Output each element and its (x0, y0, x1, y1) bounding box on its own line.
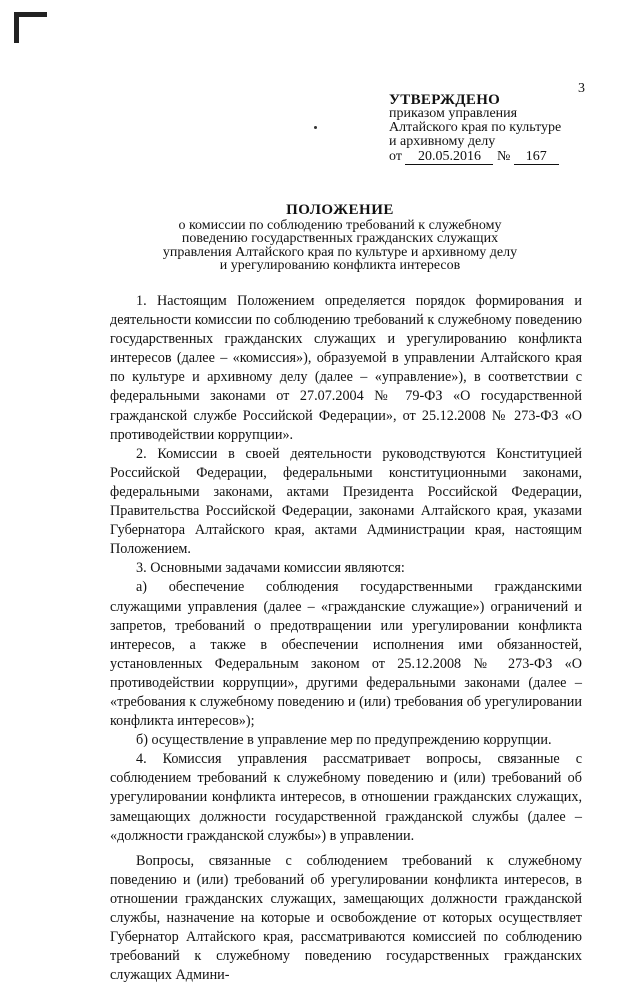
paragraph-3b: б) осуществление в управление мер по предупреждению коррупции. (136, 732, 552, 749)
approval-line-3: и архивному делу (389, 134, 496, 149)
paragraph-4: 4. Комиссия управления рассматривает вопросы, связанные с соблюдением требований к служебному поведению и (или) требований об урегулировании конфликта интересов, в отношении гражданских служащих, замещающих должности государственной гражданской службы (далее – «должности гражданской службы») в управлении. (110, 751, 582, 844)
order-date: 20.05.2016 (405, 150, 493, 165)
title-line-1: о комиссии по соблюдению требований к служебному (178, 217, 502, 233)
order-number: 167 (514, 150, 559, 165)
title-line-2: поведению государственных гражданских служащих (181, 231, 499, 246)
document-heading: ПОЛОЖЕНИЕ (286, 202, 394, 218)
document-body (110, 292, 582, 985)
paragraph-3a: а) обеспечение соблюдения государственными гражданскими служащими управления (далее – «гражданские служащие») ограничений и запретов, требований о предотвращении или урегулировании конфликта интересов, а также в обеспечении исполнения ими обязанностей, установленных Федеральным законом от 25.12.2008 № 273-ФЗ «О противодействии коррупции», другими федеральными законами (далее – «требования к служебному поведению и (или) требования об урегулировании конфликта интересов»); (110, 579, 582, 730)
approval-stamp (389, 93, 589, 165)
approval-line-2: Алтайского края по культуре (389, 120, 562, 135)
from-label: от (389, 149, 402, 164)
title-line-4: и урегулированию конфликта интересов (219, 258, 461, 273)
number-label: № (496, 149, 511, 164)
approved-label: УТВЕРЖДЕНО (389, 92, 501, 108)
document-title-block (140, 204, 540, 273)
paragraph-2: 2. Комиссии в своей деятельности руководствуются Конституцией Российской Федерации, федеральными конституционными законами, федеральными законами, актами Президента Российской Федерации, Правительства Российской Федерации, законами Алтайского края, указами Губернатора Алтайского края, актами Администрации края, настоящим Положением. (110, 445, 582, 558)
paragraph-3: 3. Основными задачами комиссии являются: (136, 560, 405, 577)
page-number: 3 (578, 81, 585, 96)
scan-corner-mark (14, 12, 47, 43)
approval-line-1: приказом управления (389, 106, 518, 121)
order-date-number (389, 150, 589, 165)
title-line-3: управления Алтайского края по культуре и архивному делу (162, 244, 518, 260)
paragraph-1: 1. Настоящим Положением определяется порядок формирования и деятельности комиссии по соблюдению требований к служебному поведению государственных гражданских служащих и урегулированию конфликта интересов (далее – «комиссия»), образуемой в управлении Алтайского края по культуре и архивному делу (далее – «управление»), в соответствии с федеральными законами от 27.07.2004 № 79-ФЗ «О государственной гражданской службе Российской Федерации», от 25.12.2008 № 273-ФЗ «О противодействии коррупции». (110, 293, 582, 443)
paragraph-4-cont: Вопросы, связанные с соблюдением требований к служебному поведению и (или) требований об урегулировании конфликта интересов, в отношении гражданских служащих, замещающих должности гражданской службы, назначение на которые и освобождение от которых осуществляет Губернатор Алтайского края, рассматриваются комиссией по соблюдению требований к служебному поведению государственных гражданских служащих Админи- (110, 852, 582, 984)
scan-speck (314, 126, 317, 129)
